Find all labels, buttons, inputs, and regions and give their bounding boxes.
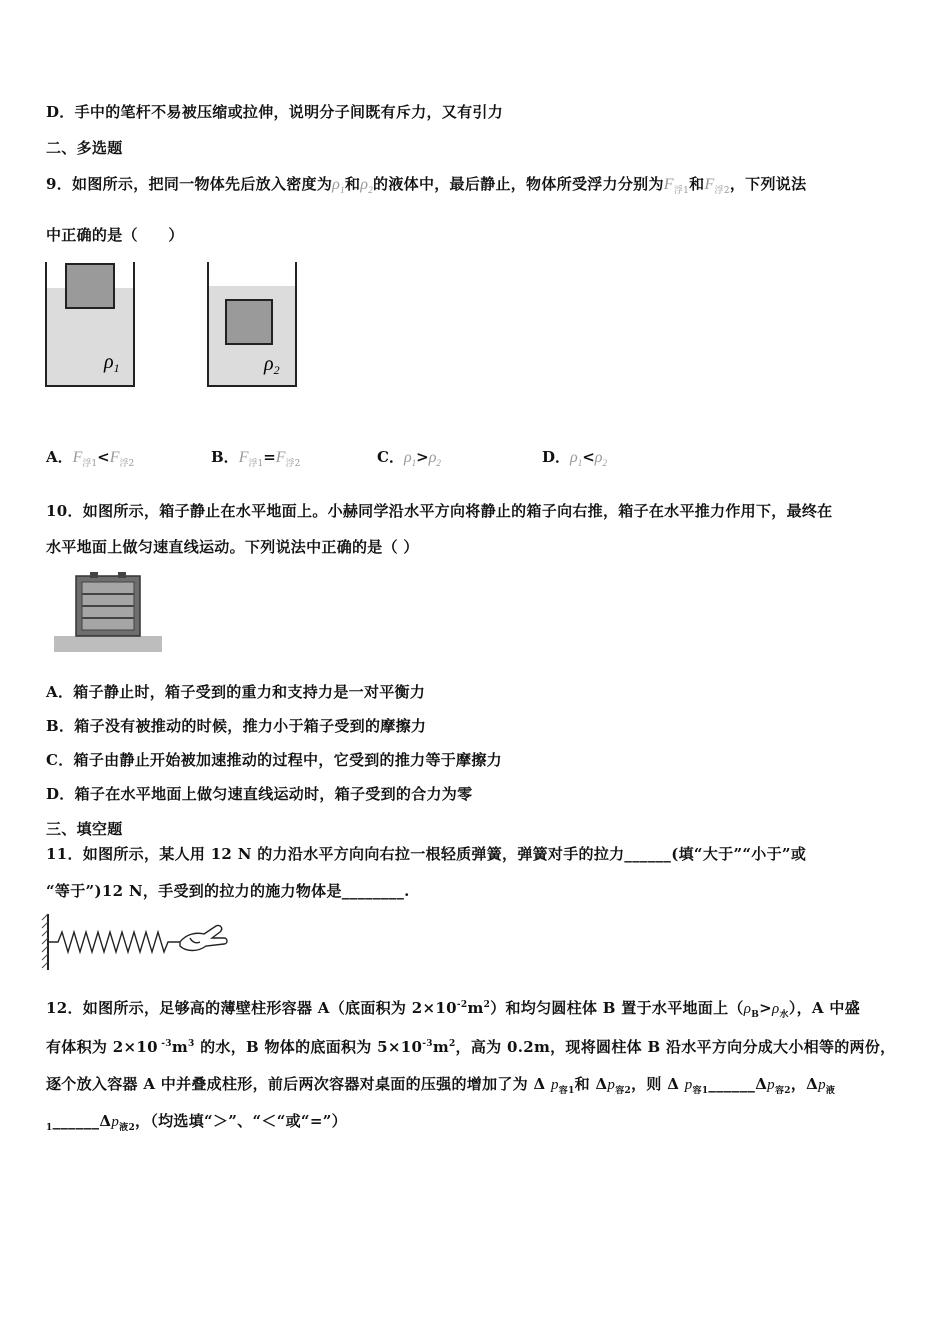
suspended-block	[226, 300, 272, 344]
q10-option-b[interactable]: B．箱子没有被推动的时候，推力小于箱子受到的摩擦力	[46, 717, 427, 735]
ground	[54, 636, 162, 652]
beaker-2	[208, 262, 296, 386]
q12-stem-line4: $_1\_\_\_\_\_\_\Delta p_{液2}$，（均选填“＞”、“＜“或“=”）	[46, 1112, 347, 1133]
q9-option-b[interactable]: B．$F_{浮1}=F_{浮2}$	[211, 448, 301, 469]
section-title-fill-in: 三、填空题	[46, 820, 123, 838]
q10-option-a[interactable]: A．箱子静止时，箱子受到的重力和支持力是一对平衡力	[46, 683, 426, 701]
q10-stem-line2: 水平地面上做匀速直线运动。下列说法中正确的是（ ）	[46, 538, 419, 556]
q10-box-figure	[54, 572, 164, 654]
q11-spring-figure	[40, 912, 230, 972]
q9-option-c[interactable]: C．$\rho_1>\rho_2$	[377, 448, 441, 469]
q12-blank-1[interactable]: ______	[708, 1075, 756, 1093]
q9-option-d[interactable]: D．$\rho_1<\rho_2$	[542, 448, 607, 469]
q10-option-c[interactable]: C．箱子由静止开始被加速推动的过程中，它受到的推力等于摩擦力	[46, 751, 502, 769]
floating-block	[66, 264, 114, 308]
q9-stem-line2: 中正确的是（ ）	[46, 226, 184, 244]
q11-stem-line2: “等于”)12 N，手受到的拉力的施力物体是________.	[46, 882, 410, 900]
rho1-label: $\rho_1$	[104, 351, 120, 375]
rho2-label: $\rho_2$	[264, 353, 280, 377]
q8-option-d: D．手中的笔杆不易被压缩或拉伸，说明分子间既有斥力，又有引力	[46, 103, 504, 121]
hand-icon	[180, 925, 227, 950]
q10-stem-line1: 10．如图所示，箱子静止在水平地面上。小赫同学沿水平方向将静止的箱子向右推，箱子在水平推力作用下，最终在	[46, 502, 833, 520]
q11-stem-line1: 11．如图所示，某人用 12 N 的力沿水平方向向右拉一根轻质弹簧，弹簧对手的拉力______(填“大于”“小于”或	[46, 845, 807, 863]
q9-stem-line1: 9．如图所示，把同一物体先后放入密度为$\rho_1$和$\rho_2$的液体中，最后静止，物体所受浮力分别为$F_{浮1}$和$F_{浮2}$，下列说法	[46, 175, 807, 196]
q12-stem-line3: 逐个放入容器 A 中并叠成柱形，前后两次容器对桌面的压强的增加了为 Δ $p_{容1}$和 $\Delta p_{容2}$，则 Δ $p_{容1}\_\_\_\_\_\_\Delta p_{容2}$，$\Delta p_液$	[46, 1075, 836, 1096]
spring	[48, 932, 180, 952]
q9-beakers-figure	[40, 258, 310, 394]
q12-blank-2[interactable]: ______	[52, 1112, 100, 1130]
q12-stem-line2: 有体积为 2×10 $^{-3}m^3$ 的水，B 物体的底面积为 $5\times 10^{-3}m^2$，高为 0.2m，现将圆柱体 B 沿水平方向分成大小相等的两份，	[46, 1038, 896, 1056]
q12-stem-line1: 12．如图所示，足够高的薄壁柱形容器 A（底面积为 $2\times 10^{-2}m^2$）和均匀圆柱体 B 置于水平地面上$(\rho_B>\rho_水)$，A 中盛	[46, 999, 860, 1020]
section-title-multiple-choice: 二、多选题	[46, 139, 123, 157]
beaker-1	[46, 262, 134, 386]
q10-option-d[interactable]: D．箱子在水平地面上做匀速直线运动时，箱子受到的合力为零	[46, 785, 473, 803]
q9-option-a[interactable]: A．$F_{浮1}<F_{浮2}$	[46, 448, 135, 469]
